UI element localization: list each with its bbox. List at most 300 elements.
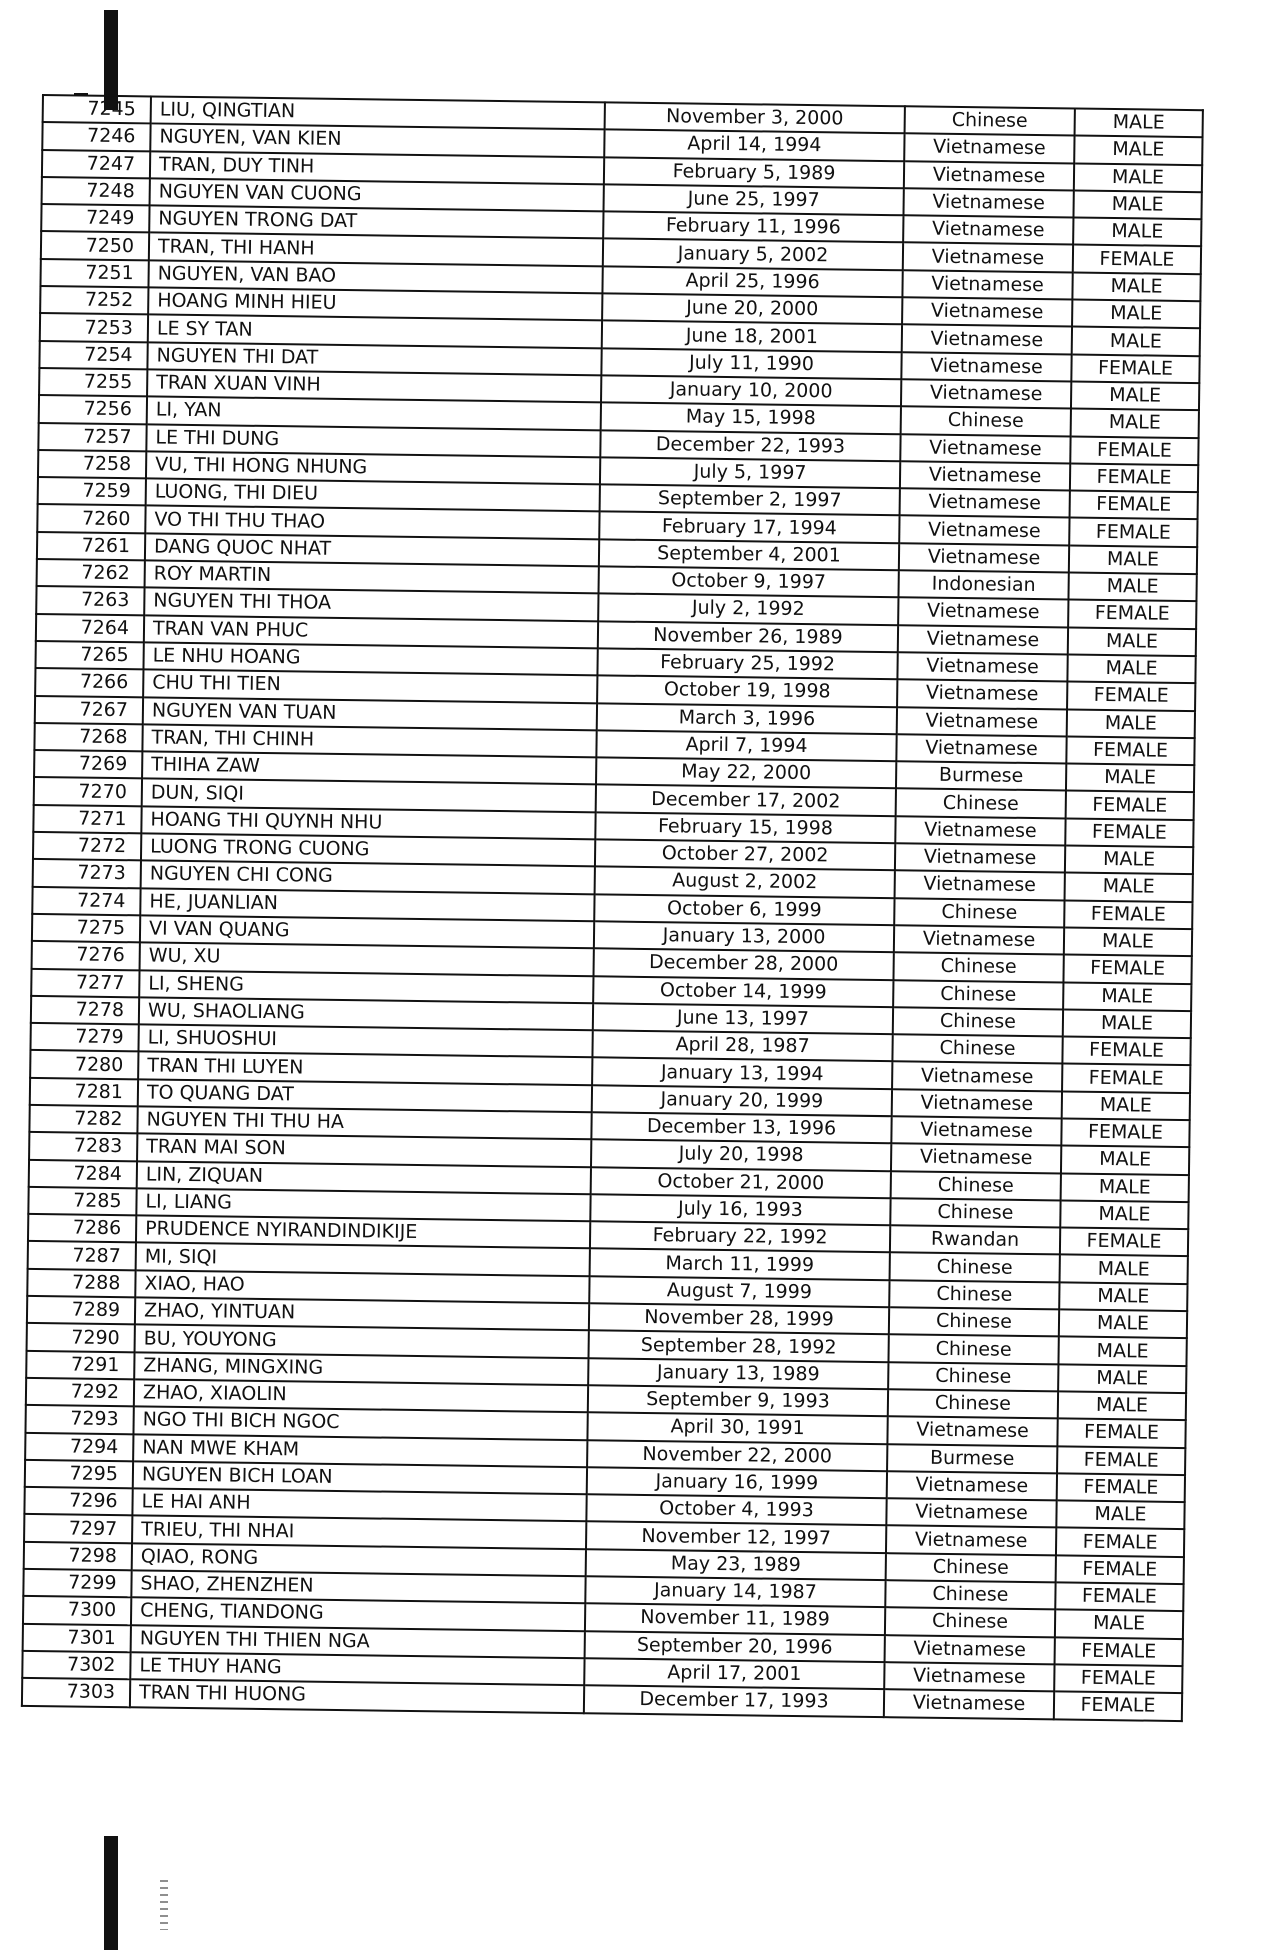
row-dob-cell: July 11, 1990 xyxy=(601,348,901,379)
row-nationality-cell: Vietnamese xyxy=(900,434,1070,464)
row-id-cell: 7266 xyxy=(35,668,143,697)
row-dob-cell: February 5, 1989 xyxy=(604,157,904,188)
row-gender-cell: FEMALE xyxy=(1056,1555,1184,1584)
row-dob-cell: January 14, 1987 xyxy=(585,1576,885,1607)
row-id-cell: 7294 xyxy=(25,1432,133,1461)
row-nationality-cell: Chinese xyxy=(893,980,1063,1010)
row-name-cell: LE THUY HANG xyxy=(130,1652,584,1685)
row-gender-cell: FEMALE xyxy=(1054,1664,1182,1693)
row-id-cell: 7285 xyxy=(28,1187,136,1216)
row-name-cell: VI VAN QUANG xyxy=(140,915,594,948)
row-name-cell: LIU, QINGTIAN xyxy=(151,96,605,129)
scan-noise-marks xyxy=(160,1880,168,1930)
row-dob-cell: August 2, 2002 xyxy=(595,867,895,898)
row-nationality-cell: Vietnamese xyxy=(900,461,1070,491)
row-nationality-cell: Vietnamese xyxy=(884,1689,1054,1719)
row-nationality-cell: Chinese xyxy=(901,407,1071,437)
row-name-cell: TRIEU, THI NHAI xyxy=(132,1516,586,1549)
row-gender-cell: FEMALE xyxy=(1055,1637,1183,1666)
row-nationality-cell: Vietnamese xyxy=(892,1062,1062,1092)
row-dob-cell: July 5, 1997 xyxy=(600,457,900,488)
row-dob-cell: June 20, 2000 xyxy=(602,293,902,324)
row-id-cell: 7258 xyxy=(38,450,146,479)
row-id-cell: 7289 xyxy=(27,1296,135,1325)
row-name-cell: DUN, SIQI xyxy=(142,779,596,812)
row-gender-cell: MALE xyxy=(1074,136,1202,165)
row-gender-cell: MALE xyxy=(1063,1009,1191,1038)
row-nationality-cell: Vietnamese xyxy=(897,679,1067,709)
row-name-cell: ROY MARTIN xyxy=(145,560,599,593)
row-gender-cell: FEMALE xyxy=(1057,1446,1185,1475)
row-id-cell: 7268 xyxy=(34,723,142,752)
row-id-cell: 7252 xyxy=(40,286,148,315)
row-nationality-cell: Vietnamese xyxy=(904,161,1074,191)
row-name-cell: LE THI DUNG xyxy=(146,424,600,457)
row-name-cell: NAN MWE KHAM xyxy=(133,1434,587,1467)
row-gender-cell: MALE xyxy=(1056,1501,1184,1530)
row-dob-cell: October 4, 1993 xyxy=(586,1494,886,1525)
row-gender-cell: FEMALE xyxy=(1073,245,1201,274)
row-gender-cell: FEMALE xyxy=(1062,1037,1190,1066)
row-name-cell: HE, JUANLIAN xyxy=(140,888,594,921)
row-nationality-cell: Vietnamese xyxy=(901,352,1071,382)
row-nationality-cell: Vietnamese xyxy=(899,516,1069,546)
row-nationality-cell: Chinese xyxy=(890,1198,1060,1228)
row-dob-cell: January 13, 2000 xyxy=(594,921,894,952)
row-nationality-cell: Vietnamese xyxy=(898,598,1068,628)
row-id-cell: 7259 xyxy=(38,477,146,506)
row-nationality-cell: Rwandan xyxy=(890,1225,1060,1255)
row-name-cell: HOANG THI QUYNH NHU xyxy=(141,806,595,839)
row-nationality-cell: Vietnamese xyxy=(896,734,1066,764)
row-name-cell: NGUYEN, VAN BAO xyxy=(148,260,602,293)
row-dob-cell: September 2, 1997 xyxy=(600,484,900,515)
row-dob-cell: April 17, 2001 xyxy=(584,1658,884,1689)
row-gender-cell: MALE xyxy=(1063,982,1191,1011)
row-name-cell: ZHAO, YINTUAN xyxy=(135,1297,589,1330)
row-name-cell: DANG QUOC NHAT xyxy=(145,533,599,566)
row-name-cell: LI, SHUOSHUI xyxy=(138,1024,592,1057)
row-name-cell: HOANG MINH HIEU xyxy=(148,287,602,320)
row-dob-cell: November 22, 2000 xyxy=(587,1440,887,1471)
row-nationality-cell: Vietnamese xyxy=(886,1498,1056,1528)
row-nationality-cell: Vietnamese xyxy=(891,1143,1061,1173)
row-dob-cell: October 9, 1997 xyxy=(599,566,899,597)
row-gender-cell: FEMALE xyxy=(1068,600,1196,629)
row-dob-cell: October 6, 1999 xyxy=(594,894,894,925)
row-id-cell: 7280 xyxy=(30,1050,138,1079)
row-gender-cell: MALE xyxy=(1075,109,1203,138)
row-name-cell: NGUYEN THI THIEN NGA xyxy=(131,1625,585,1658)
row-dob-cell: May 22, 2000 xyxy=(596,757,896,788)
row-id-cell: 7255 xyxy=(39,368,147,397)
row-gender-cell: MALE xyxy=(1058,1364,1186,1393)
row-dob-cell: December 13, 1996 xyxy=(591,1112,891,1143)
row-nationality-cell: Vietnamese xyxy=(899,543,1069,573)
row-id-cell: 7274 xyxy=(32,887,140,916)
row-id-cell: 7284 xyxy=(29,1159,137,1188)
row-dob-cell: January 10, 2000 xyxy=(601,375,901,406)
row-gender-cell: MALE xyxy=(1065,873,1193,902)
row-nationality-cell: Vietnamese xyxy=(901,379,1071,409)
row-nationality-cell: Vietnamese xyxy=(895,843,1065,873)
row-dob-cell: October 27, 2002 xyxy=(595,839,895,870)
row-gender-cell: MALE xyxy=(1068,573,1196,602)
row-name-cell: LI, SHENG xyxy=(139,970,593,1003)
row-nationality-cell: Vietnamese xyxy=(902,297,1072,327)
row-nationality-cell: Chinese xyxy=(894,898,1064,928)
row-gender-cell: MALE xyxy=(1072,272,1200,301)
row-nationality-cell: Chinese xyxy=(892,1034,1062,1064)
row-nationality-cell: Vietnamese xyxy=(895,816,1065,846)
row-gender-cell: MALE xyxy=(1058,1391,1186,1420)
row-id-cell: 7299 xyxy=(23,1569,131,1598)
row-nationality-cell: Chinese xyxy=(886,1553,1056,1583)
row-dob-cell: April 25, 1996 xyxy=(602,266,902,297)
row-name-cell: NGUYEN BICH LOAN xyxy=(133,1461,587,1494)
row-dob-cell: November 12, 1997 xyxy=(586,1522,886,1553)
row-gender-cell: FEMALE xyxy=(1070,463,1198,492)
row-gender-cell: FEMALE xyxy=(1067,682,1195,711)
row-dob-cell: December 22, 1993 xyxy=(600,430,900,461)
row-dob-cell: May 15, 1998 xyxy=(601,403,901,434)
row-gender-cell: FEMALE xyxy=(1062,1064,1190,1093)
row-gender-cell: MALE xyxy=(1071,381,1199,410)
row-nationality-cell: Vietnamese xyxy=(891,1116,1061,1146)
row-name-cell: MI, SIQI xyxy=(136,1243,590,1276)
row-nationality-cell: Chinese xyxy=(896,789,1066,819)
row-nationality-cell: Chinese xyxy=(888,1362,1058,1392)
row-gender-cell: FEMALE xyxy=(1057,1473,1185,1502)
row-gender-cell: FEMALE xyxy=(1070,491,1198,520)
row-gender-cell: FEMALE xyxy=(1066,736,1194,765)
row-id-cell: 7261 xyxy=(37,532,145,561)
row-id-cell: 7272 xyxy=(33,832,141,861)
row-nationality-cell: Vietnamese xyxy=(887,1471,1057,1501)
row-nationality-cell: Vietnamese xyxy=(897,707,1067,737)
row-dob-cell: September 4, 2001 xyxy=(599,539,899,570)
row-name-cell: NGUYEN VAN TUAN xyxy=(143,697,597,730)
row-gender-cell: MALE xyxy=(1073,218,1201,247)
row-name-cell: TRAN MAI SON xyxy=(137,1134,591,1167)
row-id-cell: 7260 xyxy=(37,504,145,533)
row-nationality-cell: Vietnamese xyxy=(903,188,1073,218)
row-nationality-cell: Vietnamese xyxy=(887,1416,1057,1446)
row-dob-cell: July 16, 1993 xyxy=(590,1194,890,1225)
row-name-cell: NGUYEN THI DAT xyxy=(147,342,601,375)
row-dob-cell: April 28, 1987 xyxy=(592,1030,892,1061)
row-gender-cell: FEMALE xyxy=(1064,900,1192,929)
row-dob-cell: July 20, 1998 xyxy=(591,1140,891,1171)
row-nationality-cell: Burmese xyxy=(896,761,1066,791)
row-id-cell: 7276 xyxy=(32,941,140,970)
scan-margin-bar-bottom xyxy=(104,1836,118,1950)
row-nationality-cell: Chinese xyxy=(893,952,1063,982)
row-dob-cell: December 28, 2000 xyxy=(594,949,894,980)
row-gender-cell: FEMALE xyxy=(1056,1528,1184,1557)
row-name-cell: LUONG TRONG CUONG xyxy=(141,833,595,866)
roster-table xyxy=(21,94,1204,1722)
row-dob-cell: February 15, 1998 xyxy=(595,812,895,843)
row-name-cell: LI, YAN xyxy=(147,397,601,430)
row-id-cell: 7295 xyxy=(25,1460,133,1489)
row-id-cell: 7264 xyxy=(36,614,144,643)
row-nationality-cell: Indonesian xyxy=(898,570,1068,600)
row-id-cell: 7303 xyxy=(22,1678,130,1707)
row-id-cell: 7288 xyxy=(27,1269,135,1298)
row-gender-cell: MALE xyxy=(1065,845,1193,874)
row-nationality-cell: Chinese xyxy=(888,1389,1058,1419)
row-name-cell: VU, THI HONG NHUNG xyxy=(146,451,600,484)
row-name-cell: NGUYEN THI THOA xyxy=(144,588,598,621)
row-id-cell: 7253 xyxy=(40,313,148,342)
row-id-cell: 7248 xyxy=(42,177,150,206)
row-nationality-cell: Vietnamese xyxy=(886,1526,1056,1556)
row-name-cell: LIN, ZIQUAN xyxy=(137,1161,591,1194)
row-dob-cell: November 28, 1999 xyxy=(589,1303,889,1334)
row-nationality-cell: Vietnamese xyxy=(885,1635,1055,1665)
row-id-cell: 7287 xyxy=(28,1241,136,1270)
row-dob-cell: December 17, 1993 xyxy=(584,1685,884,1716)
roster-table-container xyxy=(19,94,1201,1829)
row-dob-cell: January 13, 1989 xyxy=(588,1358,888,1389)
row-dob-cell: June 25, 1997 xyxy=(604,184,904,215)
row-id-cell: 7257 xyxy=(38,423,146,452)
row-id-cell: 7246 xyxy=(42,122,150,151)
row-id-cell: 7279 xyxy=(30,1023,138,1052)
row-id-cell: 7265 xyxy=(35,641,143,670)
row-nationality-cell: Chinese xyxy=(893,1007,1063,1037)
row-dob-cell: October 21, 2000 xyxy=(591,1167,891,1198)
row-gender-cell: MALE xyxy=(1066,764,1194,793)
row-dob-cell: January 13, 1994 xyxy=(592,1058,892,1089)
row-dob-cell: August 7, 1999 xyxy=(589,1276,889,1307)
row-gender-cell: FEMALE xyxy=(1055,1582,1183,1611)
row-nationality-cell: Vietnamese xyxy=(902,325,1072,355)
row-gender-cell: MALE xyxy=(1061,1173,1189,1202)
row-id-cell: 7256 xyxy=(39,395,147,424)
row-name-cell: NGO THI BICH NGOC xyxy=(133,1407,587,1440)
row-id-cell: 7249 xyxy=(41,204,149,233)
row-name-cell: CHENG, TIANDONG xyxy=(131,1598,585,1631)
row-dob-cell: October 19, 1998 xyxy=(597,676,897,707)
row-gender-cell: MALE xyxy=(1062,1091,1190,1120)
row-dob-cell: January 20, 1999 xyxy=(592,1085,892,1116)
row-nationality-cell: Chinese xyxy=(885,1580,1055,1610)
row-name-cell: NGUYEN, VAN KIEN xyxy=(150,124,604,157)
row-id-cell: 7297 xyxy=(24,1514,132,1543)
row-gender-cell: FEMALE xyxy=(1060,1228,1188,1257)
row-dob-cell: March 3, 1996 xyxy=(597,703,897,734)
row-gender-cell: MALE xyxy=(1061,1146,1189,1175)
row-gender-cell: MALE xyxy=(1074,163,1202,192)
row-dob-cell: November 11, 1989 xyxy=(585,1604,885,1635)
row-id-cell: 7245 xyxy=(43,95,151,124)
row-id-cell: 7250 xyxy=(41,231,149,260)
row-dob-cell: February 25, 1992 xyxy=(597,648,897,679)
row-id-cell: 7302 xyxy=(22,1651,130,1680)
row-name-cell: LUONG, THI DIEU xyxy=(146,479,600,512)
row-id-cell: 7262 xyxy=(37,559,145,588)
row-name-cell: ZHANG, MINGXING xyxy=(134,1352,588,1385)
row-name-cell: TRAN, THI CHINH xyxy=(142,724,596,757)
row-dob-cell: June 13, 1997 xyxy=(593,1003,893,1034)
row-gender-cell: MALE xyxy=(1067,709,1195,738)
row-id-cell: 7282 xyxy=(29,1105,137,1134)
row-nationality-cell: Burmese xyxy=(887,1444,1057,1474)
row-name-cell: NGUYEN THI THU HA xyxy=(137,1106,591,1139)
row-gender-cell: MALE xyxy=(1067,654,1195,683)
row-dob-cell: May 23, 1989 xyxy=(586,1549,886,1580)
row-nationality-cell: Chinese xyxy=(890,1253,1060,1283)
row-nationality-cell: Chinese xyxy=(885,1607,1055,1637)
row-dob-cell: March 11, 1999 xyxy=(590,1249,890,1280)
row-id-cell: 7298 xyxy=(24,1542,132,1571)
row-gender-cell: FEMALE xyxy=(1057,1419,1185,1448)
row-nationality-cell: Vietnamese xyxy=(903,243,1073,273)
row-name-cell: SHAO, ZHENZHEN xyxy=(131,1570,585,1603)
row-nationality-cell: Chinese xyxy=(891,1171,1061,1201)
row-id-cell: 7278 xyxy=(31,996,139,1025)
row-nationality-cell: Vietnamese xyxy=(903,215,1073,245)
row-id-cell: 7273 xyxy=(33,859,141,888)
row-dob-cell: November 26, 1989 xyxy=(598,621,898,652)
row-name-cell: TRAN THI LUYEN xyxy=(138,1052,592,1085)
row-nationality-cell: Vietnamese xyxy=(900,488,1070,518)
row-dob-cell: July 2, 1992 xyxy=(598,594,898,625)
row-name-cell: LI, LIANG xyxy=(136,1188,590,1221)
row-id-cell: 7286 xyxy=(28,1214,136,1243)
row-id-cell: 7247 xyxy=(42,150,150,179)
row-name-cell: TRAN VAN PHUC xyxy=(144,615,598,648)
row-name-cell: TRAN, THI HANH xyxy=(149,233,603,266)
row-name-cell: NGUYEN VAN CUONG xyxy=(150,178,604,211)
row-dob-cell: October 14, 1999 xyxy=(593,976,893,1007)
row-id-cell: 7271 xyxy=(33,805,141,834)
row-dob-cell: April 30, 1991 xyxy=(587,1413,887,1444)
row-name-cell: LE SY TAN xyxy=(148,315,602,348)
row-id-cell: 7270 xyxy=(34,777,142,806)
row-name-cell: PRUDENCE NYIRANDINDIKIJE xyxy=(136,1216,590,1249)
row-dob-cell: January 5, 2002 xyxy=(603,239,903,270)
row-name-cell: LE HAI ANH xyxy=(132,1488,586,1521)
row-id-cell: 7301 xyxy=(23,1624,131,1653)
row-dob-cell: November 3, 2000 xyxy=(605,102,905,133)
row-name-cell: THIHA ZAW xyxy=(142,751,596,784)
row-name-cell: LE NHU HOANG xyxy=(143,642,597,675)
row-dob-cell: February 17, 1994 xyxy=(599,512,899,543)
row-name-cell: NGUYEN TRONG DAT xyxy=(149,206,603,239)
row-gender-cell: FEMALE xyxy=(1065,818,1193,847)
row-gender-cell: FEMALE xyxy=(1054,1692,1182,1721)
row-gender-cell: MALE xyxy=(1058,1337,1186,1366)
row-nationality-cell: Vietnamese xyxy=(892,1089,1062,1119)
row-gender-cell: MALE xyxy=(1071,409,1199,438)
row-gender-cell: MALE xyxy=(1072,300,1200,329)
row-nationality-cell: Vietnamese xyxy=(894,925,1064,955)
row-dob-cell: June 18, 2001 xyxy=(602,321,902,352)
row-dob-cell: December 17, 2002 xyxy=(596,785,896,816)
row-dob-cell: February 11, 1996 xyxy=(603,212,903,243)
row-gender-cell: MALE xyxy=(1055,1610,1183,1639)
row-gender-cell: MALE xyxy=(1068,627,1196,656)
row-gender-cell: FEMALE xyxy=(1066,791,1194,820)
row-id-cell: 7290 xyxy=(27,1323,135,1352)
row-name-cell: TRAN THI HUONG xyxy=(130,1680,584,1713)
row-id-cell: 7296 xyxy=(24,1487,132,1516)
row-nationality-cell: Vietnamese xyxy=(895,871,1065,901)
row-id-cell: 7277 xyxy=(31,968,139,997)
row-nationality-cell: Vietnamese xyxy=(897,652,1067,682)
row-id-cell: 7293 xyxy=(25,1405,133,1434)
row-name-cell: NGUYEN CHI CONG xyxy=(141,861,595,894)
row-id-cell: 7291 xyxy=(26,1351,134,1380)
row-id-cell: 7254 xyxy=(39,341,147,370)
row-name-cell: WU, XU xyxy=(140,943,594,976)
row-dob-cell: January 16, 1999 xyxy=(587,1467,887,1498)
row-dob-cell: April 7, 1994 xyxy=(596,730,896,761)
row-id-cell: 7275 xyxy=(32,914,140,943)
row-id-cell: 7267 xyxy=(35,695,143,724)
row-id-cell: 7300 xyxy=(23,1596,131,1625)
row-nationality-cell: Chinese xyxy=(888,1335,1058,1365)
row-gender-cell: MALE xyxy=(1073,190,1201,219)
roster-table-body xyxy=(22,95,1203,1721)
row-nationality-cell: Chinese xyxy=(889,1307,1059,1337)
row-nationality-cell: Vietnamese xyxy=(902,270,1072,300)
row-name-cell: VO THI THU THAO xyxy=(145,506,599,539)
row-nationality-cell: Chinese xyxy=(905,106,1075,136)
row-name-cell: XIAO, HAO xyxy=(135,1270,589,1303)
row-name-cell: ZHAO, XIAOLIN xyxy=(134,1379,588,1412)
row-nationality-cell: Chinese xyxy=(889,1280,1059,1310)
row-gender-cell: MALE xyxy=(1072,327,1200,356)
row-id-cell: 7263 xyxy=(36,586,144,615)
row-id-cell: 7251 xyxy=(40,259,148,288)
watermark-logo xyxy=(900,1860,1260,1940)
row-gender-cell: MALE xyxy=(1060,1255,1188,1284)
row-name-cell: TO QUANG DAT xyxy=(138,1079,592,1112)
row-dob-cell: February 22, 1992 xyxy=(590,1221,890,1252)
row-gender-cell: FEMALE xyxy=(1069,518,1197,547)
row-gender-cell: MALE xyxy=(1069,545,1197,574)
row-name-cell: QIAO, RONG xyxy=(132,1543,586,1576)
row-name-cell: CHU THI TIEN xyxy=(143,670,597,703)
row-gender-cell: FEMALE xyxy=(1071,354,1199,383)
row-nationality-cell: Vietnamese xyxy=(904,134,1074,164)
row-gender-cell: MALE xyxy=(1059,1282,1187,1311)
row-gender-cell: MALE xyxy=(1059,1309,1187,1338)
row-gender-cell: FEMALE xyxy=(1070,436,1198,465)
row-gender-cell: MALE xyxy=(1064,927,1192,956)
row-name-cell: TRAN XUAN VINH xyxy=(147,369,601,402)
row-id-cell: 7281 xyxy=(30,1078,138,1107)
row-id-cell: 7283 xyxy=(29,1132,137,1161)
row-gender-cell: FEMALE xyxy=(1061,1118,1189,1147)
row-id-cell: 7269 xyxy=(34,750,142,779)
row-name-cell: WU, SHAOLIANG xyxy=(139,997,593,1030)
row-gender-cell: FEMALE xyxy=(1063,955,1191,984)
row-dob-cell: September 20, 1996 xyxy=(585,1631,885,1662)
row-name-cell: TRAN, DUY TINH xyxy=(150,151,604,184)
row-dob-cell: September 28, 1992 xyxy=(589,1331,889,1362)
row-gender-cell: MALE xyxy=(1060,1200,1188,1229)
row-nationality-cell: Vietnamese xyxy=(884,1662,1054,1692)
row-name-cell: BU, YOUYONG xyxy=(135,1325,589,1358)
row-nationality-cell: Vietnamese xyxy=(898,625,1068,655)
row-dob-cell: September 9, 1993 xyxy=(588,1385,888,1416)
row-id-cell: 7292 xyxy=(26,1378,134,1407)
